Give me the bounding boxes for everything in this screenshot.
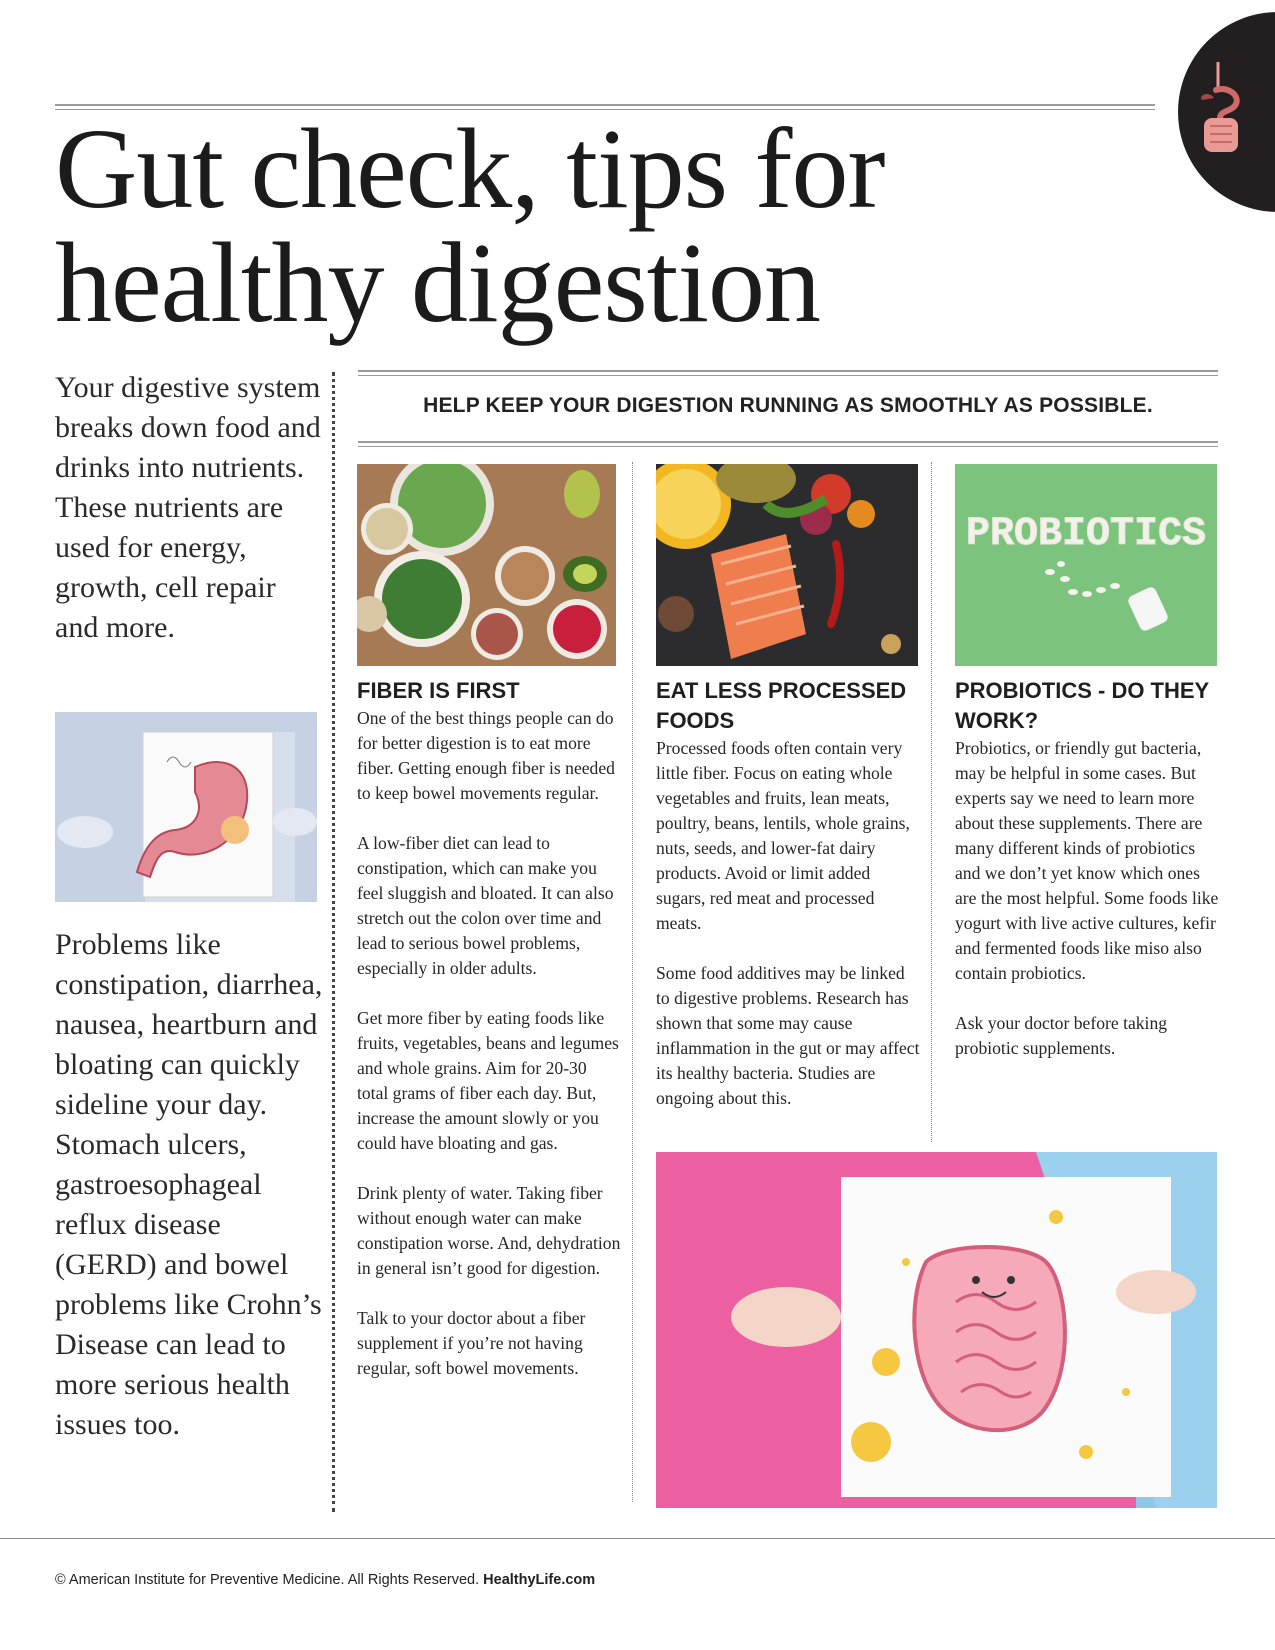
fiber-body xyxy=(357,706,622,1381)
processed-foods-heading: EAT LESS PROCESSED FOODS xyxy=(656,678,907,733)
fiber-heading: FIBER IS FIRST xyxy=(357,678,520,703)
page-title xyxy=(55,105,1165,346)
probiotics-heading: PROBIOTICS - DO THEY WORK? xyxy=(955,678,1209,733)
probiotics-body xyxy=(955,736,1220,1061)
intro-text: Your digestive system breaks down food and drinks into nutrients. These nutrients are used for energy, growth, cell repair and more. xyxy=(55,371,321,644)
fiber-paragraph-3: Get more fiber by eating foods like fruits, vegetables, beans and legumes and whole grains. Aim for 20-30 total grams of fiber each day. But, increase the amount slowly or you could have bloating and gas. xyxy=(357,1008,619,1153)
intestine-illustration-photo xyxy=(656,1152,1217,1508)
tagline: HELP KEEP YOUR DIGESTION RUNNING AS SMOOTHLY AS POSSIBLE. xyxy=(423,394,1153,417)
fiber-paragraph-5: Talk to your doctor about a fiber supplement if you’re not having regular, soft bowel movements. xyxy=(357,1308,586,1378)
footer xyxy=(55,1572,595,1588)
probiotics-paragraph-2: Ask your doctor before taking probiotic supplements. xyxy=(955,1013,1168,1058)
processed-paragraph-2: Some food additives may be linked to digestive problems. Research has shown that some may cause inflammation in the gut or may affect its healthy bacteria. Studies are ongoing about this. xyxy=(656,963,920,1108)
tagline-rule-top xyxy=(358,370,1218,372)
problems-text: Problems like constipation, diarrhea, nausea, heartburn and bloating can quickly sideline your day. Stomach ulcers, gastroesophageal reflux disease (GERD) and bowel problems like Crohn’s Disease can lead to more serious health issues too. xyxy=(55,928,323,1441)
title-line-1: Gut check, tips for xyxy=(55,105,885,232)
fiber-paragraph-2: A low-fiber diet can lead to constipation, which can make you feel sluggish and bloated. It can also stretch out the colon over time and lead to serious bowel problems, especially in older adults. xyxy=(357,833,614,978)
column-divider-1 xyxy=(632,462,633,1502)
probiotics-paragraph-1: Probiotics, or friendly gut bacteria, may be helpful in some cases. But experts say we need to learn more about these supplements. There are many different kinds of probiotics and we don’t yet know which ones are the most helpful. Some foods like yogurt with live active cultures, kefir and fermented foods like miso also contain probiotics. xyxy=(955,738,1219,983)
salmon-vegetables-photo xyxy=(656,464,918,666)
fiber-paragraph-4: Drink plenty of water. Taking fiber without enough water can make constipation worse. And, dehydration in general isn’t good for digestion. xyxy=(357,1183,621,1278)
processed-paragraph-1: Processed foods often contain very little fiber. Focus on eating whole vegetables and fruits, lean meats, poultry, beans, lentils, whole grains, nuts, seeds, and lower-fat dairy products. Avoid or limit added sugars, red meat and processed meats. xyxy=(656,738,910,933)
fiber-foods-photo xyxy=(357,464,616,666)
footer-copyright: © American Institute for Preventive Medicine. All Rights Reserved. xyxy=(55,1572,480,1588)
fiber-paragraph-1: One of the best things people can do for better digestion is to eat more fiber. Getting enough fiber is needed to keep bowel movements regular. xyxy=(357,708,615,803)
stomach-illustration-photo xyxy=(55,712,317,902)
column-divider-2 xyxy=(931,462,932,1142)
digestive-organs-icon xyxy=(1196,60,1244,160)
footer-site-link[interactable]: HealthyLife.com xyxy=(483,1572,596,1588)
corner-badge xyxy=(1178,12,1275,212)
footer-rule xyxy=(0,1538,1275,1539)
left-column-divider xyxy=(332,372,335,1512)
processed-foods-body xyxy=(656,736,921,1111)
tagline-rule-bottom xyxy=(358,441,1218,443)
probiotics-image-label: PROBIOTICS xyxy=(965,512,1207,557)
probiotics-photo xyxy=(955,464,1217,666)
title-line-2: healthy digestion xyxy=(55,219,821,346)
